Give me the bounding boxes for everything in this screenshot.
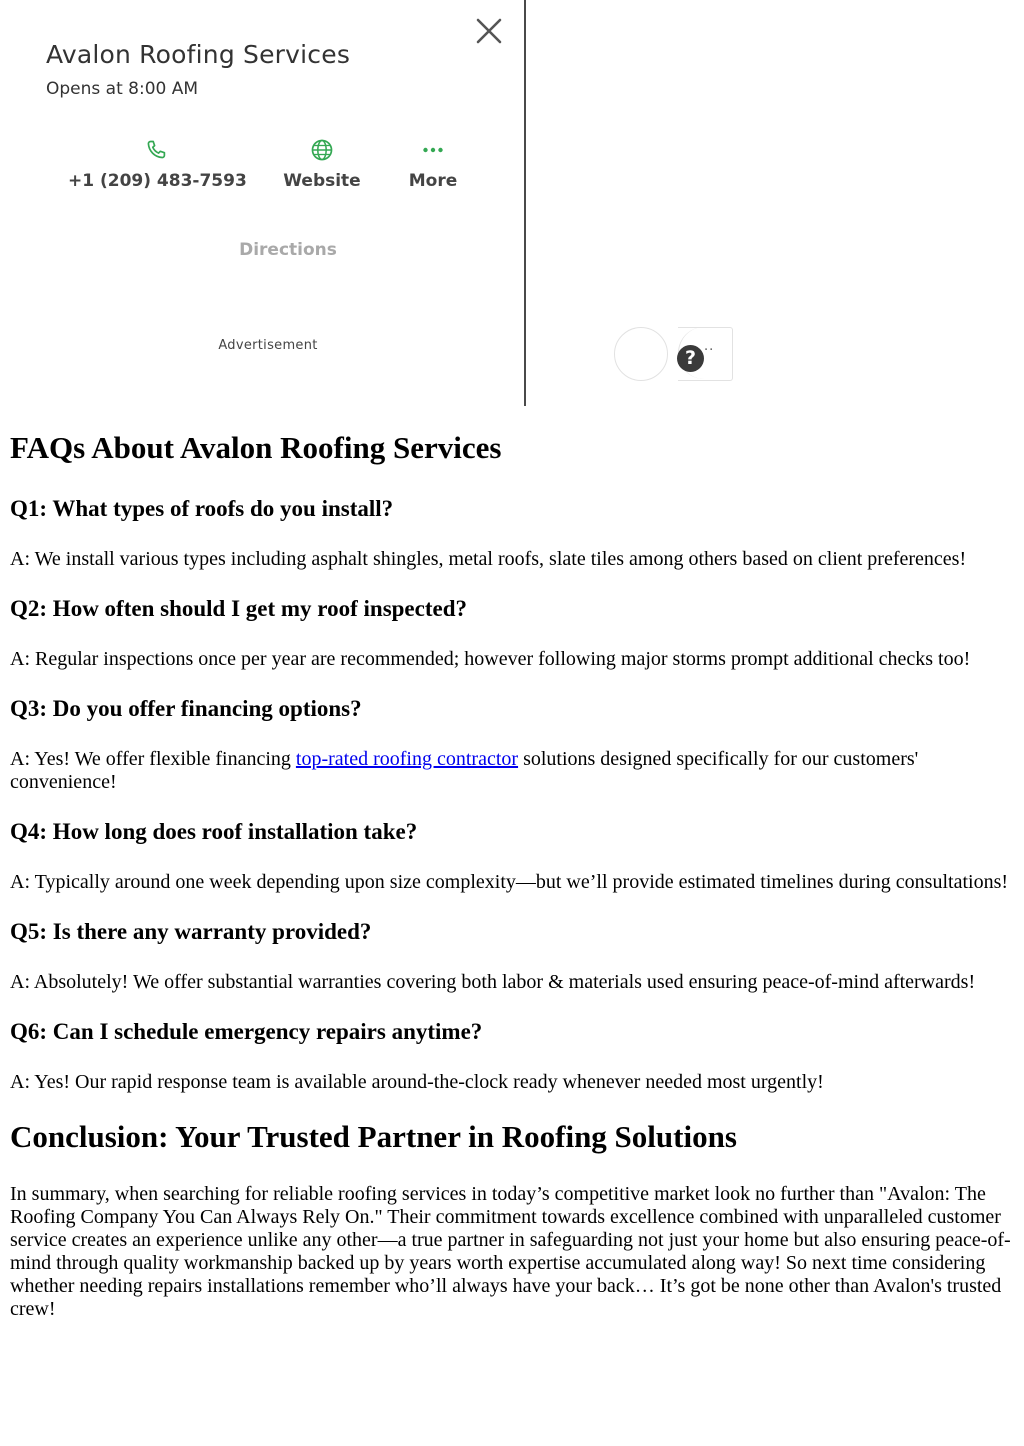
help-icon[interactable]: ? xyxy=(677,345,704,372)
globe-icon xyxy=(310,138,334,162)
faq-question: Q3: Do you offer financing options? xyxy=(10,696,362,721)
more-button-label: More xyxy=(408,171,458,191)
faq-answer: A: Regular inspections once per year are recommended; however following major storms prompt additional checks too! xyxy=(10,648,971,670)
website-button-label: Website xyxy=(283,171,361,191)
faq-question: Q4: How long does roof installation take? xyxy=(10,819,418,844)
faq-answer-text: solutions designed specifically for our customers' convenience! xyxy=(10,748,919,793)
faq-question: Q1: What types of roofs do you install? xyxy=(10,496,394,521)
faq-question: Q6: Can I schedule emergency repairs anytime? xyxy=(10,1019,483,1044)
more-button[interactable] xyxy=(402,138,464,191)
faq-heading: FAQs About Avalon Roofing Services xyxy=(10,430,502,465)
widget-dots-icon: ·· xyxy=(704,343,715,358)
call-button[interactable] xyxy=(68,138,247,191)
faq-answer: A: Absolutely! We offer substantial warranties covering both labor & materials used ensuring peace-of-mind afterwards! xyxy=(10,971,976,993)
faq-answer-text: A: Yes! We offer flexible financing xyxy=(10,748,296,770)
directions-button[interactable]: Directions xyxy=(239,240,337,260)
faq-answer xyxy=(10,748,1016,794)
faq-answer: A: We install various types including asphalt shingles, metal roofs, slate tiles among others based on client preferences! xyxy=(10,548,967,570)
article-content xyxy=(10,428,1016,1321)
contractor-link[interactable]: top-rated roofing contractor xyxy=(295,748,519,770)
close-icon[interactable] xyxy=(474,16,504,46)
faq-question: Q2: How often should I get my roof inspected? xyxy=(10,596,468,621)
business-name: Avalon Roofing Services xyxy=(46,40,351,69)
advertisement-label: Advertisement xyxy=(218,338,318,353)
call-button-label: +1 (209) 483-7593 xyxy=(68,171,247,191)
conclusion-paragraph: In summary, when searching for reliable roofing services in today’s competitive market look no further than "Avalon: The Roofing Company You Can Always Rely On." Their commitment towards excellence combined with unparalleled customer service creates an experience unlike any other—a true partner in safeguarding not just your home but also ensuring peace-of-mind through quality workmanship backed up by years worth expertise accumulated along way! So next time considering whether needing repairs installations remember who’ll always have your back… It’s got be none other than Avalon's trusted crew! xyxy=(10,1183,1011,1320)
widget-circle-button[interactable] xyxy=(614,327,668,381)
faq-question: Q5: Is there any warranty provided? xyxy=(10,919,372,944)
faq-answer: A: Yes! Our rapid response team is available around-the-clock ready whenever needed most urgently! xyxy=(10,1071,824,1093)
more-dots-icon xyxy=(421,138,445,162)
panel-divider xyxy=(524,0,526,406)
conclusion-heading: Conclusion: Your Trusted Partner in Roofing Solutions xyxy=(10,1119,737,1154)
phone-icon xyxy=(144,138,168,162)
business-card xyxy=(0,0,525,406)
faq-answer: A: Typically around one week depending upon size complexity—but we’ll provide estimated timelines during consultations! xyxy=(10,871,1009,893)
business-hours: Opens at 8:00 AM xyxy=(46,79,199,99)
website-button[interactable] xyxy=(277,138,367,191)
